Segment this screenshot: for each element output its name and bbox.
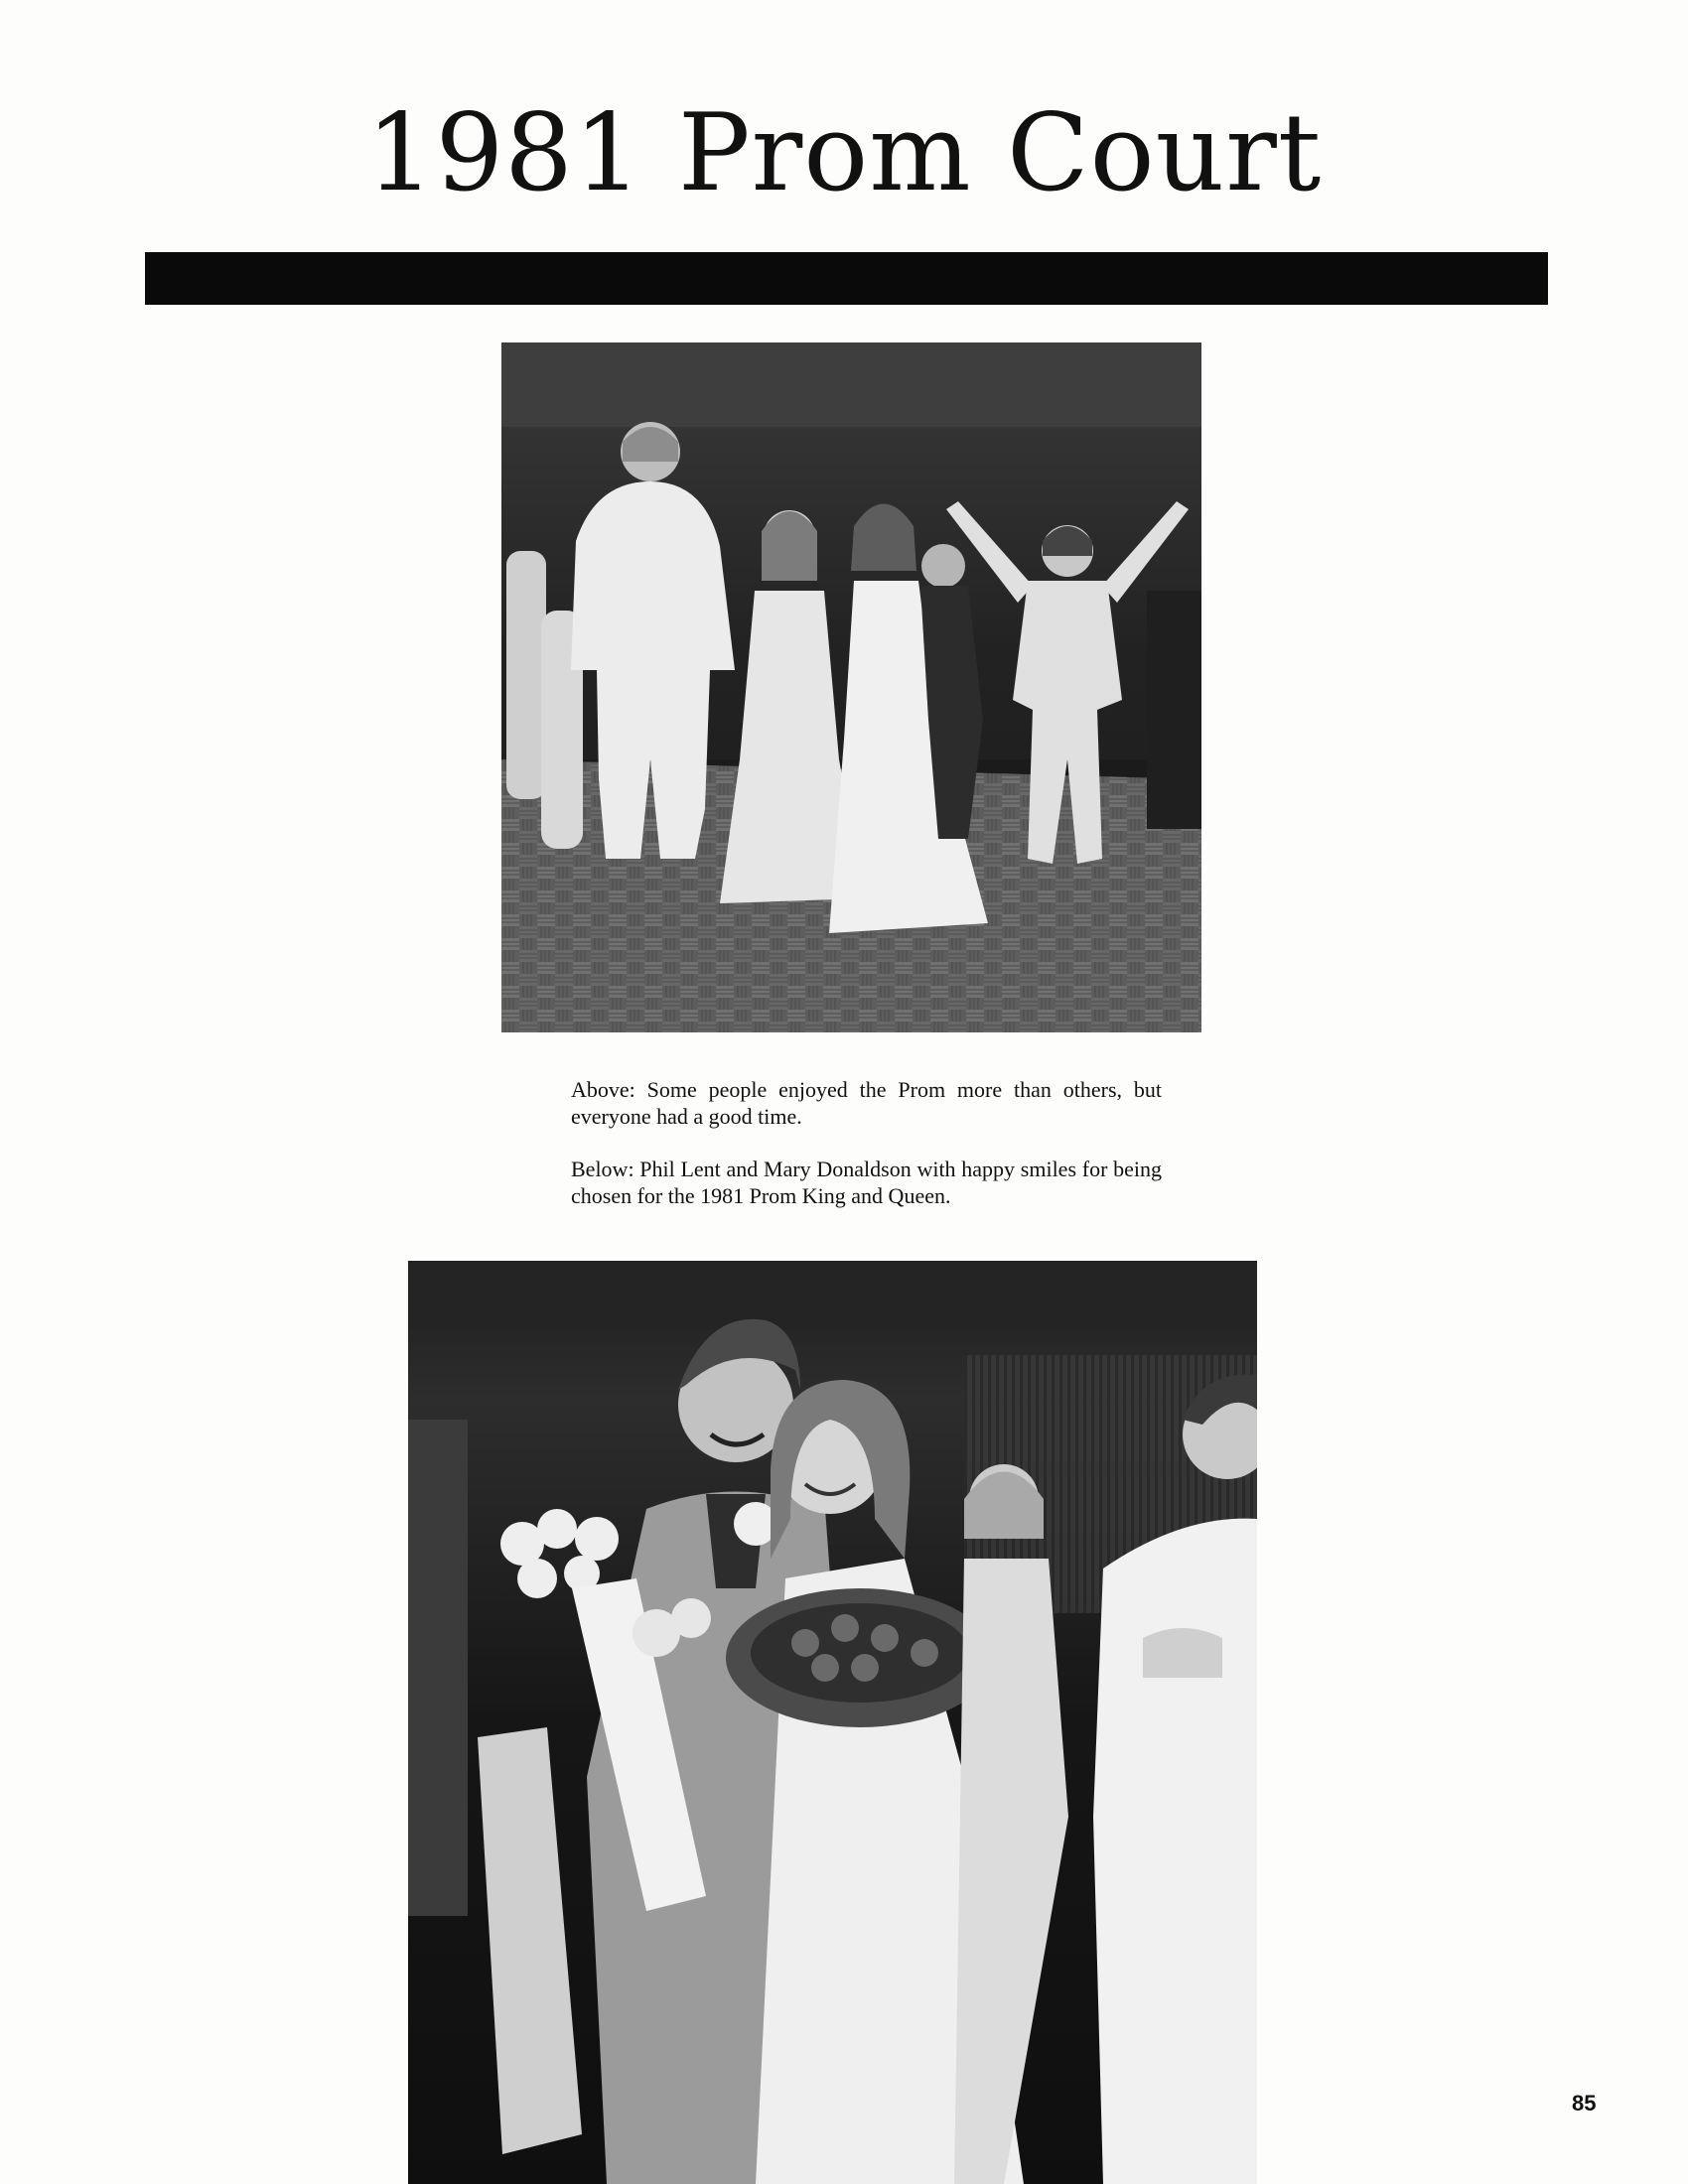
prom-dance-photo: [501, 342, 1201, 1032]
caption-above: Above: Some people enjoyed the Prom more than others, but everyone had a good time.: [571, 1077, 1162, 1129]
title-rule: [145, 252, 1548, 305]
page-number: 85: [1572, 2091, 1597, 2116]
prom-king-queen-photo: [408, 1261, 1257, 2184]
page-title: 1981 Prom Court: [365, 91, 1323, 215]
caption-below: Below: Phil Lent and Mary Donaldson with happy smiles for being chosen for the 1981 Prom King and Queen.: [571, 1157, 1162, 1208]
